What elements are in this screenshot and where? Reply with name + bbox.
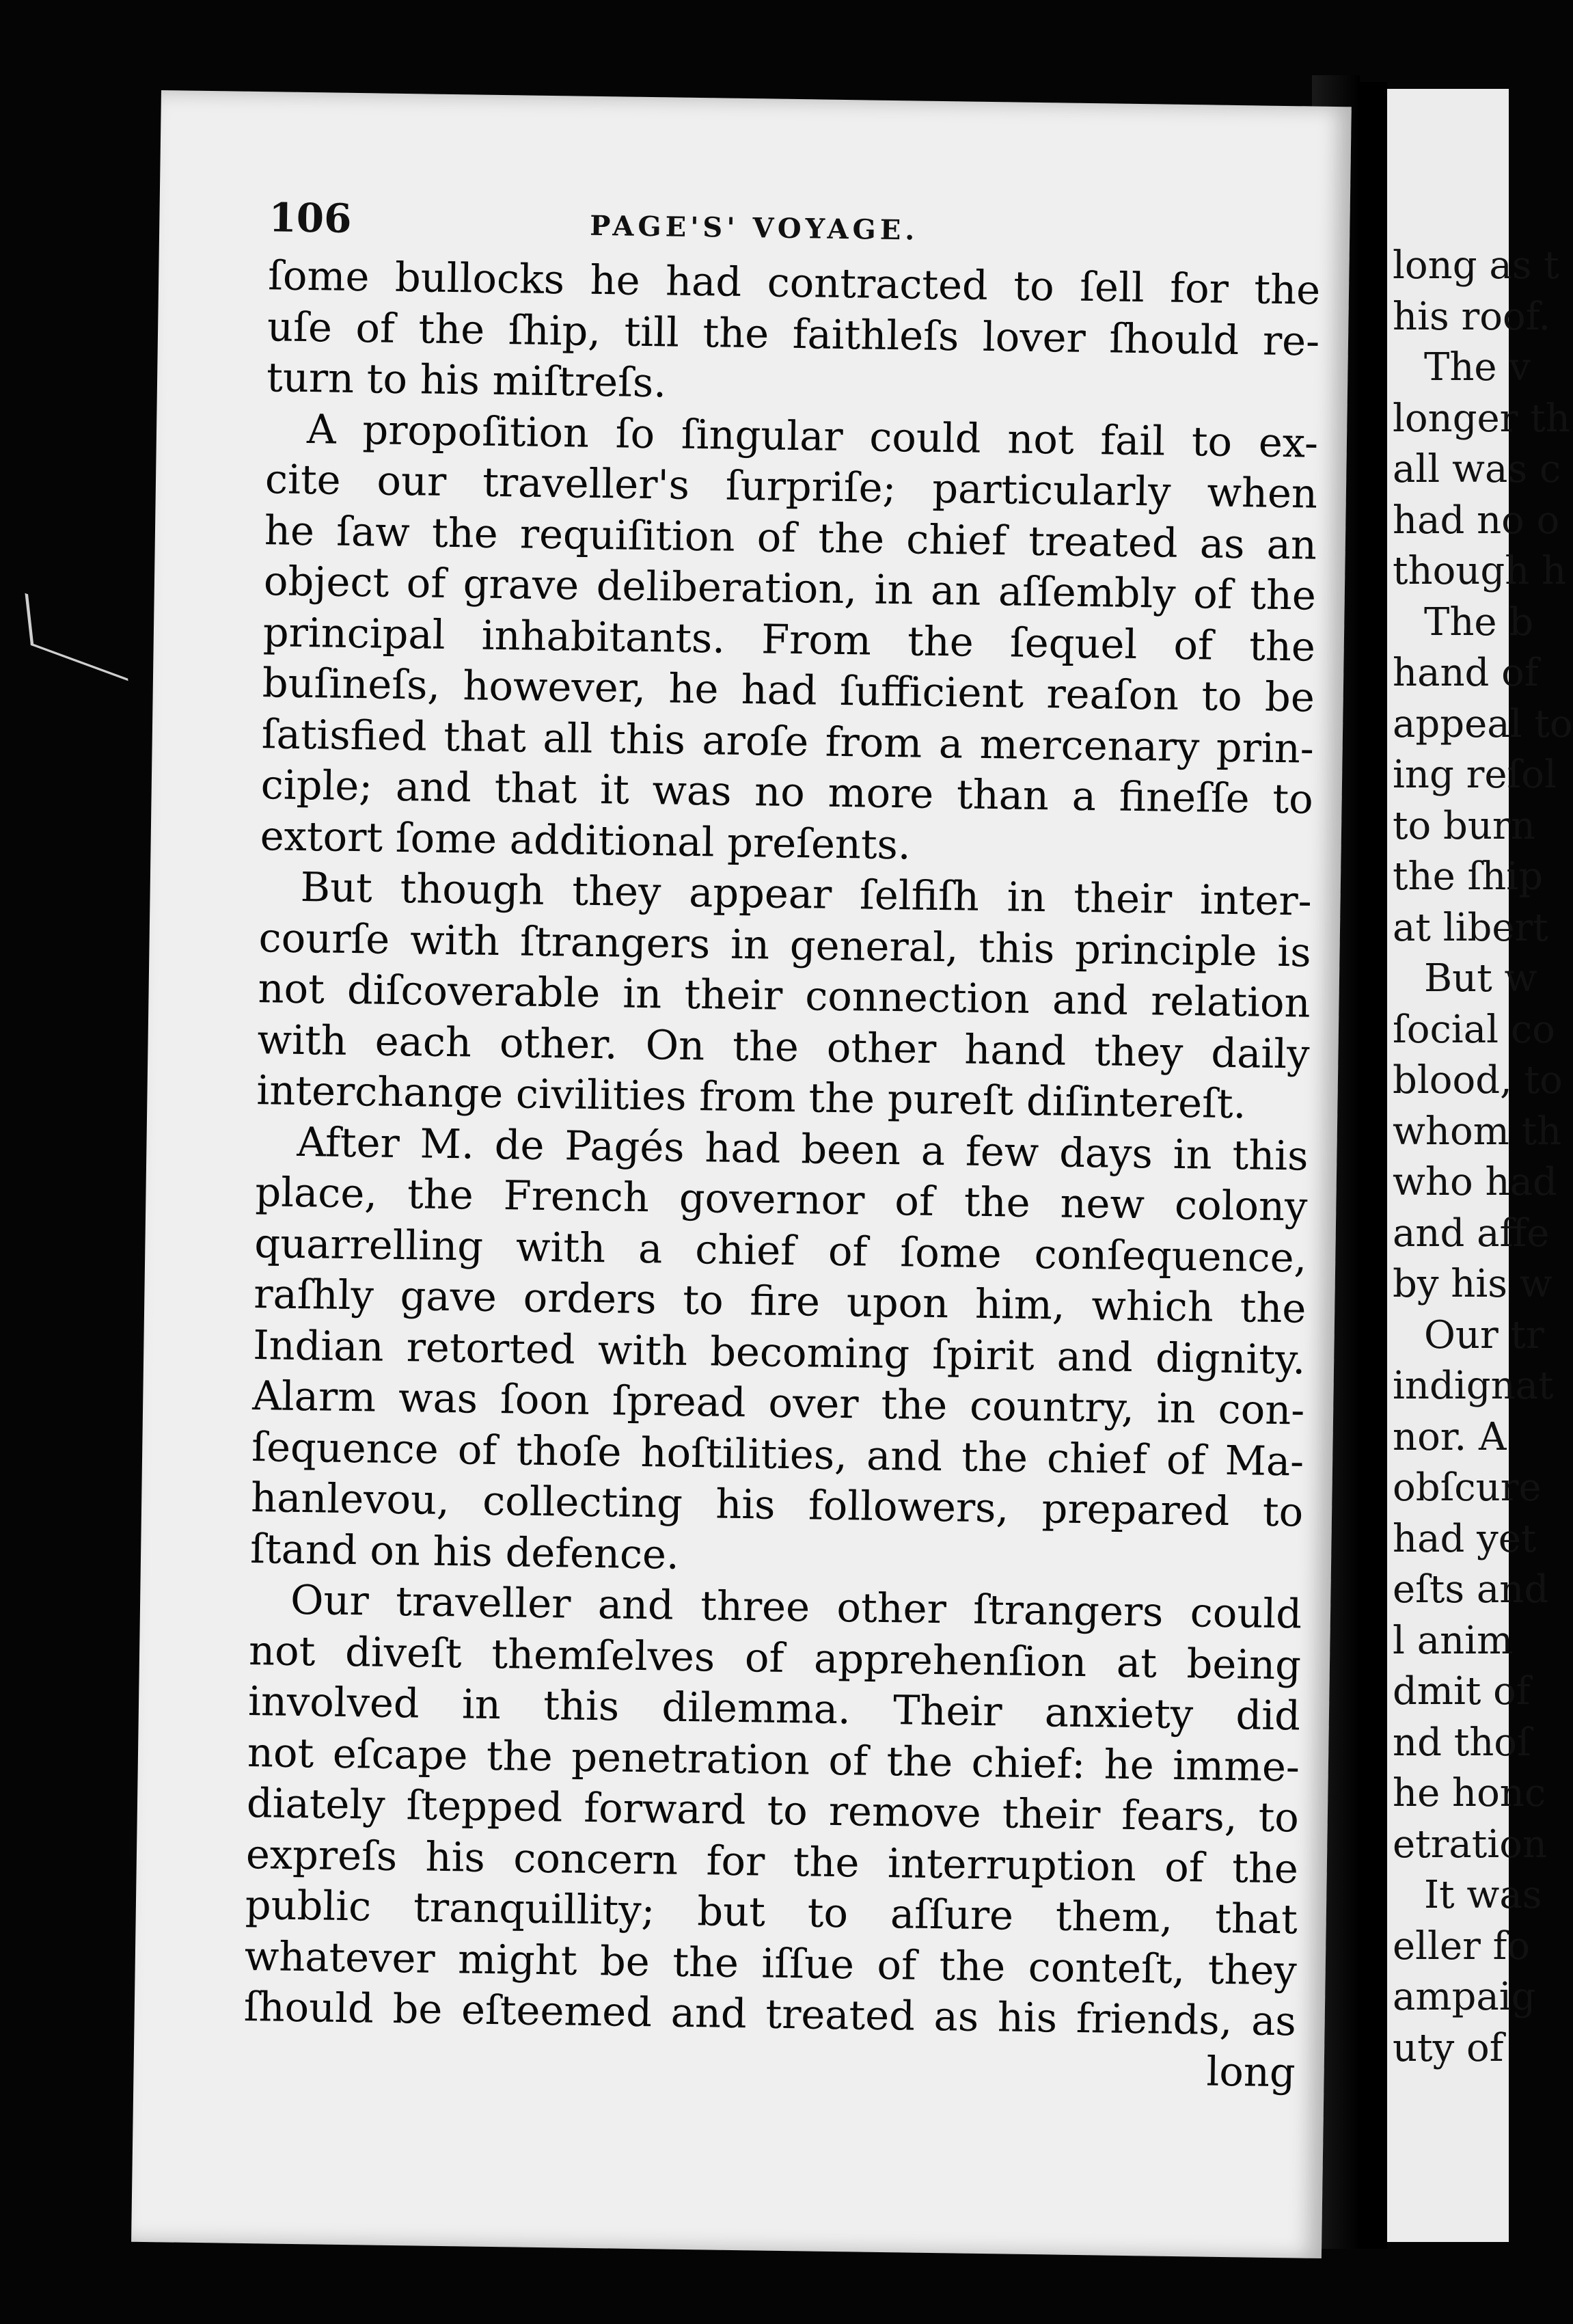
facing-text-line: ſocial co — [1393, 1007, 1555, 1052]
facing-text-line: But w — [1424, 956, 1537, 1001]
facing-text-line: dmit of — [1393, 1669, 1531, 1714]
text-line: hanlevou, collecting his followers, prepared to — [250, 1474, 1304, 1536]
text-line: cite our traveller's ſurpriſe; particularly when — [264, 455, 1318, 517]
text-line: expreſs his concern for the interruption of the — [245, 1830, 1299, 1892]
book-gutter — [1360, 82, 1387, 2249]
text-line: extort ſome additional preſents. — [260, 811, 912, 868]
facing-text-line: his roof. — [1393, 294, 1551, 339]
page-number: 106 — [268, 194, 352, 242]
text-line: quarrelling with a chief of ſome conſequence, — [254, 1219, 1307, 1282]
text-line: he ſaw the requiſition of the chief treated as an — [264, 506, 1317, 569]
text-line: ſatisfied that all this aroſe from a mercenary prin- — [261, 710, 1315, 772]
facing-text-line: nor. A — [1393, 1414, 1507, 1459]
facing-text-line: It was — [1424, 1873, 1542, 1917]
text-line: public tranquillity; but to aſſure them, that — [245, 1880, 1298, 1943]
text-line: raſhly gave orders to fire upon him, which the — [253, 1270, 1307, 1332]
text-line: But though they appear ſelfiſh in their inter- — [300, 863, 1313, 925]
margin-pencil-mark — [25, 593, 128, 681]
text-line: A propoſition ſo ſingular could not fail to ex- — [306, 405, 1319, 467]
text-line: courſe with ſtrangers in general, this principle is — [258, 913, 1312, 976]
facing-text-line: ing reſol — [1393, 753, 1557, 797]
facing-text-line: whom th — [1393, 1109, 1562, 1154]
facing-text-line: longer th — [1393, 396, 1570, 441]
facing-text-line: to burn — [1393, 803, 1535, 848]
text-line: buſineſs, however, he had ſufficient reaſon to be — [262, 659, 1315, 721]
text-line: ſequence of thoſe hoſtilities, and the chief of Ma- — [251, 1422, 1304, 1485]
text-line: principal inhabitants. From the ſequel of the — [262, 608, 1316, 671]
facing-text-line: Our tr — [1424, 1312, 1544, 1357]
text-line: uſe of the ſhip, till the faithleſs lover ſhould re- — [266, 302, 1320, 365]
text-line: involved in this dilemma. Their anxiety did — [247, 1677, 1301, 1740]
facing-text-line: ampaig — [1393, 1975, 1536, 2019]
text-line: long — [1206, 2047, 1296, 2096]
facing-text-line: eſts and — [1393, 1567, 1549, 1612]
facing-text-line: all was c — [1393, 447, 1561, 491]
facing-text-line: he honc — [1393, 1771, 1546, 1815]
facing-text-line: and affe — [1393, 1211, 1550, 1256]
running-head: PAGE'S' VOYAGE. — [589, 209, 919, 247]
text-line: After M. de Pagés had been a few days in this — [297, 1118, 1309, 1180]
text-line: not diſcoverable in their connection and relation — [258, 964, 1311, 1027]
facing-text-line: The v — [1424, 345, 1531, 390]
text-line: whatever might be the iſſue of the conteſt, they — [244, 1932, 1298, 1994]
facing-text-line: the ſhip — [1393, 854, 1544, 899]
text-line: Indian retorted with becoming ſpirit and dignity. — [252, 1321, 1306, 1383]
facing-text-line: l anim — [1393, 1618, 1514, 1663]
text-line: ciple; and that it was no more than a fineſſe to — [260, 761, 1314, 823]
text-line: turn to his miſtreſs. — [266, 353, 667, 407]
text-line: Alarm was ſoon ſpread over the country, in con- — [251, 1372, 1305, 1434]
text-line: diately ſtepped forward to remove their fears, to — [246, 1779, 1300, 1841]
facing-page-fragment — [1387, 89, 1573, 2242]
book-page — [131, 90, 1352, 2258]
facing-text-line: hand of — [1393, 651, 1539, 695]
facing-text-line: by his w — [1393, 1262, 1553, 1306]
facing-text-line: etration — [1393, 1822, 1547, 1867]
text-line: with each other. On the other hand they daily — [257, 1015, 1310, 1078]
body-text — [243, 250, 1320, 2098]
text-line: interchange civilities from the pureſt diſintereſt. — [256, 1066, 1246, 1128]
facing-text-line: uty of — [1393, 2025, 1504, 2070]
facing-text-line: indignat — [1393, 1364, 1554, 1408]
facing-text-line: who had — [1393, 1160, 1557, 1204]
facing-text-line: at libert — [1393, 905, 1548, 950]
facing-text-line: nd thoſ — [1393, 1720, 1531, 1765]
text-line: ſtand on his defence. — [249, 1524, 680, 1578]
facing-text-line: The b — [1424, 599, 1534, 645]
facing-text-line: had yet — [1393, 1516, 1537, 1561]
facing-text-line: had no o — [1393, 498, 1560, 543]
facing-text-line: eller fo — [1393, 1923, 1531, 1969]
text-line: not eſcape the penetration of the chief: he imme- — [247, 1728, 1300, 1790]
text-line: ſome bullocks he had contracted to ſell for the — [267, 252, 1321, 314]
text-line: object of grave deliberation, in an aſſembly of the — [263, 557, 1317, 619]
facing-text-line: though h — [1393, 549, 1567, 593]
text-line: not diveſt themſelves of apprehenſion at being — [248, 1626, 1302, 1689]
text-line: ſhould be eſteemed and treated as his friends, as — [243, 1982, 1297, 2045]
facing-page-text — [1393, 241, 1573, 2074]
facing-text-line: long as t — [1393, 243, 1559, 288]
text-line: Our traveller and three other ſtrangers could — [290, 1576, 1302, 1638]
text-line: place, the French governor of the new colony — [255, 1168, 1308, 1230]
facing-text-line: appeal to — [1393, 701, 1573, 746]
facing-text-line: blood, to — [1393, 1058, 1563, 1103]
facing-text-line: obſcure — [1393, 1465, 1542, 1510]
